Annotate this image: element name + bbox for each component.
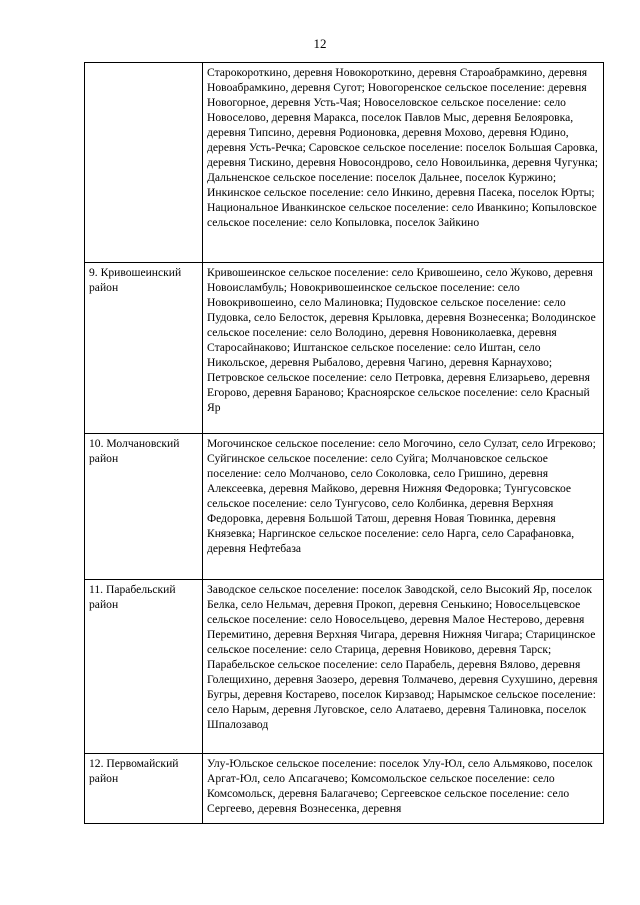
- settlements-cell: Заводское сельское поселение: поселок Заводской, село Высокий Яр, поселок Белка, село Нельмач, деревня Прокоп, деревня Сенькино; Новосельцевское сельское поселение: село Новосельцево, деревня Малое Нестерово, деревня Перемитино, деревня Верхняя Чигара, деревня Нижняя Чигара; Старицинское сельское поселение: село Старица, деревня Новиково, деревня Тарск; Парабельское сельское поселение: село Парабель, деревня Вялово, деревня Голещихино, деревня Заозеро, деревня Толмачево, деревня Сухушино, деревня Бугры, деревня Костарево, поселок Кирзавод; Нарымское сельское поселение: село Нарым, деревня Луговское, село Алатаево, деревня Талиновка, поселок Шпалозавод: [203, 580, 604, 754]
- district-cell: 11. Парабельский район: [85, 580, 203, 754]
- table-row: [85, 434, 604, 580]
- district-cell: 10. Молчановский район: [85, 434, 203, 580]
- settlements-cell: Кривошеинское сельское поселение: село Кривошеино, село Жуково, деревня Новоисламбуль; Новокривошеинское сельское поселение: село Новокривошеино, село Малиновка; Пудовское сельское поселение: село Пудовка, село Белосток, деревня Крыловка, деревня Вознесенка; Володинское сельское поселение: село Володино, деревня Новониколаевка, деревня Старосайнаково; Иштанское сельское поселение: село Иштан, село Никольское, деревня Рыбалово, деревня Чагино, деревня Карнаухово; Петровское сельское поселение: село Петровка, деревня Елизарьево, деревня Егорово, деревня Бараново; Красноярское сельское поселение: село Красный Яр: [203, 263, 604, 434]
- district-cell: 12. Первомайский район: [85, 754, 203, 824]
- district-cell: 9. Кривошеинский район: [85, 263, 203, 434]
- table-row: [85, 754, 604, 824]
- districts-table: [84, 62, 604, 824]
- table-row: [85, 63, 604, 263]
- table-row: [85, 580, 604, 754]
- settlements-cell: Улу-Юльское сельское поселение: поселок Улу-Юл, село Альмяково, поселок Аргат-Юл, село Апсагачево; Комсомольское сельское поселение: село Комсомольск, деревня Балагачево; Сергеевское сельское поселение: село Сергеево, деревня Вознесенка, деревня: [203, 754, 604, 824]
- table-row: [85, 263, 604, 434]
- settlements-cell: Могочинское сельское поселение: село Могочино, село Сулзат, село Игреково; Суйгинское сельское поселение: село Суйга; Молчановское сельское поселение: село Молчаново, село Соколовка, село Гришино, деревня Алексеевка, деревня Майково, деревня Нижняя Федоровка; Тунгусовское сельское поселение: село Тунгусово, село Колбинка, деревня Верхняя Федоровка, деревня Большой Татош, деревня Новая Тювинка, деревня Князевка; Наргинское сельское поселение: село Нарга, село Сарафановка, деревня Нефтебаза: [203, 434, 604, 580]
- page-number: 12: [313, 36, 327, 51]
- district-cell: [85, 63, 203, 263]
- settlements-cell: Старокороткино, деревня Новокороткино, деревня Староабрамкино, деревня Новоабрамкино, деревня Сугот; Новогоренское сельское поселение: деревня Новогорное, деревня Усть-Чая; Новоселовское сельское поселение: село Новоселово, деревня Маракса, поселок Павлов Мыс, деревня Белояровка, деревня Типсино, деревня Родионовка, деревня Мохово, деревня Юдино, деревня Усть-Речка; Саровское сельское поселение: поселок Большая Саровка, деревня Тискино, деревня Новосондрово, село Новоильинка, деревня Чугунка; Дальненское сельское поселение: поселок Дальнее, поселок Куржино; Инкинское сельское поселение: село Инкино, деревня Пасека, поселок Юрты; Национальное Иванкинское сельское поселение: село Иванкино; Копыловское сельское поселение: село Копыловка, поселок Зайкино: [203, 63, 604, 263]
